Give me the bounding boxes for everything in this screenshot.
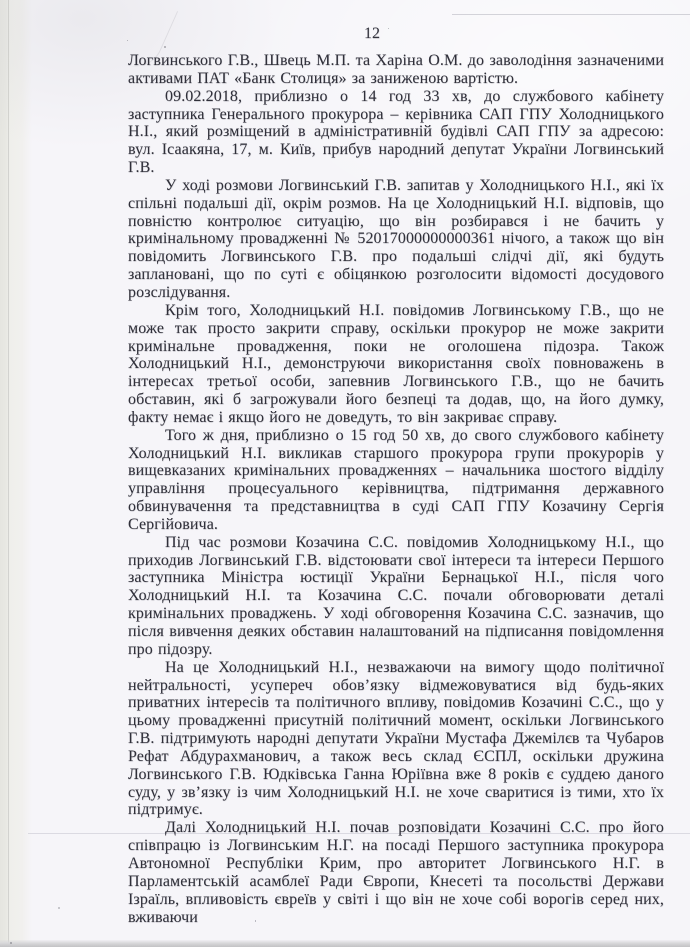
paragraph: Крім того, Холодницький Н.І. повідомив Логвинському Г.В., що не може так просто закрити справу, оскільки прокурор не може закрити кримінальне провадження, поки не оголошена підозра. Також Холодницький Н.І., демонструючи використання своїх повноважень в інтересах третьої особи, запевнив Логвинського Г.В., що не бачить обставин, які б загрожували його безпеці та додав, що, на його думку, факту немає і якщо його не доведуть, то він закриває справу. bbox=[128, 301, 664, 426]
scan-left-edge bbox=[8, 0, 9, 947]
paragraph: У ході розмови Логвинський Г.В. запитав у Холодницького Н.І., які їх спільні подальші дії, окрім розмов. На це Холодницький Н.І. відповів, що повністю контролює ситуацію, що він розбирався і не бачить у кримінальному провадженні № 52017000000000361 нічого, а також що він повідомить Логвинського Г.В. про подальші слідчі дії, які будуть заплановані, що по суті є обіцянкою розголосити відомості досудового розслідування. bbox=[128, 176, 664, 301]
scan-artifact-line-top bbox=[452, 14, 690, 15]
scan-speck bbox=[58, 907, 60, 909]
paragraph: Того ж дня, приблизно о 15 год 50 хв, до свого службового кабінету Холодницький Н.І. викликав старшого прокурора групи прокурорів у вищевказаних кримінальних провадженнях – начальника шостого відділу управління процесуального керівництва, підтримання державного обвинувачення та представництва в суді САП ГПУ Козачину Сергія Сергійовича. bbox=[128, 426, 664, 533]
paragraph: Логвинського Г.В., Швець М.П. та Харіна О.М. до заволодіння зазначеними активами ПАТ «Банк Столиця» за заниженою вартістю. bbox=[128, 52, 664, 87]
document-text bbox=[128, 52, 664, 926]
scan-speck bbox=[164, 46, 166, 48]
page-number: 12 bbox=[364, 25, 380, 42]
scan-speck bbox=[10, 942, 12, 944]
paragraph: Під час розмови Козачина С.С. повідомив Холодницькому Н.І., що приходив Логвинський Г.В. відстоювати свої інтереси та інтереси Першого заступника Міністра юстиції України Бернацької Н.І., після чого Холодницький Н.І. та Козачина С.С. почали обговорювати деталі кримінальних проваджень. У ході обговорення Козачина С.С. зазначив, що після вивчення деяких обставин налаштований на підписання повідомлення про підозру. bbox=[128, 533, 664, 658]
scan-bottom-edge bbox=[0, 940, 690, 947]
paragraph: Далі Холодницький Н.І. почав розповідати Козачині С.С. про його співпрацю із Логвинським Н.Г. на посаді Першого заступника прокурора Автономної Республіки Крим, про авторитет Логвинського Н.Г. в Парламентській асамблеї Ради Європи, Кнесеті та посольстві Держави Ізраїль, впливовість євреїв у світі і що він не хоче собі ворогів серед них, вживаючи bbox=[128, 819, 664, 926]
paragraph: На це Холодницький Н.І., незважаючи на вимогу щодо політичної нейтральності, усупереч обов’язку відмежовуватися від будь-яких приватних інтересів та політичного впливу, повідомив Козачині С.С., що у цьому провадженні присутній політичний момент, оскільки Логвинського Г.В. підтримують народні депутати України Мустафа Джемілєв та Чубаров Рефат Абдурахманович, а також весь склад ЄСПЛ, оскільки дружина Логвинського Г.В. Юдківська Ганна Юріївна вже 8 років є суддею даного суду, у зв’язку із чим Холодницький Н.І. не хоче сваритися із тими, хто їх підтримує. bbox=[128, 658, 664, 819]
paragraph: 09.02.2018, приблизно о 14 год 33 хв, до службового кабінету заступника Генерального прокурора – керівника САП ГПУ Холодницького Н.І., який розміщений в адміністративній будівлі САП ГПУ за адресою: вул. Ісаакяна, 17, м. Київ, прибув народний депутат України Логвинський Г.В. bbox=[128, 87, 664, 177]
